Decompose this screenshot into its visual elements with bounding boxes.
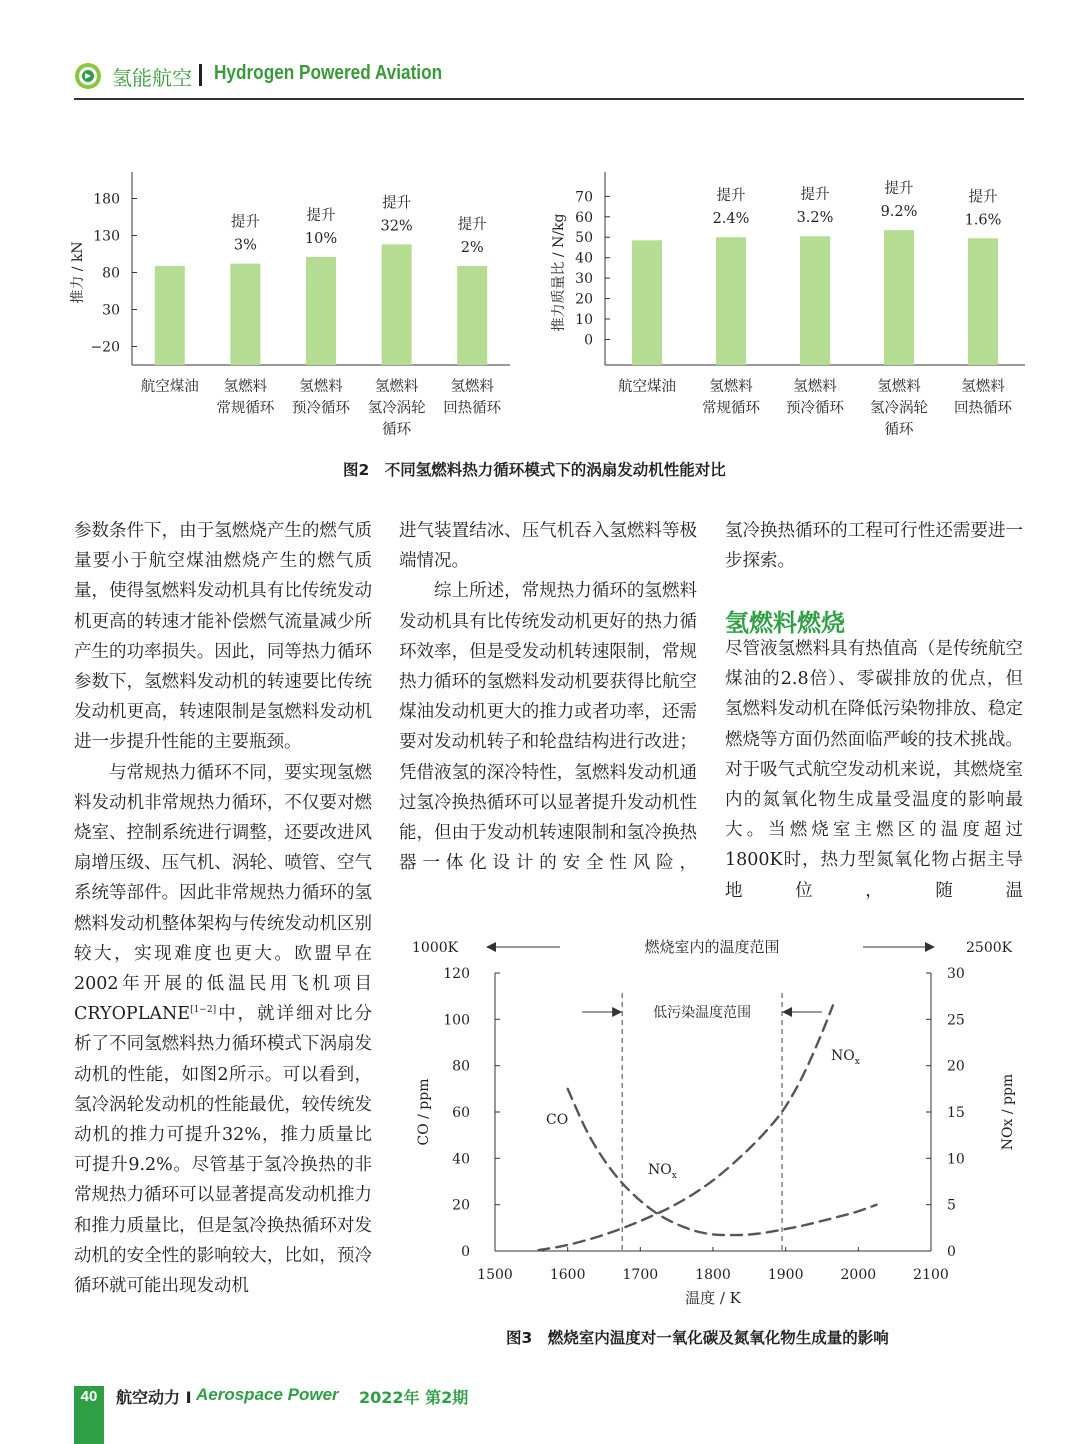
text-column-1 xyxy=(74,516,372,1301)
y-tick-label-left: 80 xyxy=(452,1058,470,1075)
x-tick-label: 氢燃料 xyxy=(709,379,753,395)
bar-annotation: 3% xyxy=(233,237,257,254)
y-tick-label: 0 xyxy=(584,332,593,349)
temperature-emission-line-chart xyxy=(398,928,1026,1312)
journal-name-cn: 航空动力 xyxy=(116,1388,181,1407)
x-tick-label: 氢燃料 xyxy=(223,379,268,395)
range-right-label: 2500K xyxy=(966,940,1013,956)
header-section-cn: 氢能航空 xyxy=(112,66,192,90)
y-tick-label-left: 120 xyxy=(443,966,470,982)
y-tick-label: 20 xyxy=(575,291,593,308)
x-axis-label: 温度 / K xyxy=(685,1289,741,1307)
x-tick-label: 2100 xyxy=(913,1267,949,1283)
x-tick-label: 预冷循环 xyxy=(292,400,350,417)
journal-sep: I xyxy=(185,1388,192,1407)
paragraph: 进气装置结冰、压气机吞入氢燃料等极端情况。 xyxy=(399,521,697,572)
figure2-caption: 图2 不同氢燃料热力循环模式下的涡扇发动机性能对比 xyxy=(343,461,726,479)
y-axis-label-right: NOx / ppm xyxy=(1000,1073,1016,1151)
x-tick-label: 循环 xyxy=(382,422,412,438)
x-tick-label: 航空煤油 xyxy=(140,379,199,395)
arrow-head xyxy=(612,1007,622,1017)
y-tick-label: 30 xyxy=(102,302,120,319)
x-tick-label: 1500 xyxy=(477,1267,513,1283)
x-tick-label: 航空煤油 xyxy=(618,379,676,395)
bar-annotation: 32% xyxy=(380,218,413,235)
text-column-3-cont xyxy=(725,634,1023,906)
text-column-2 xyxy=(399,516,697,878)
x-tick-label: 氢燃料 xyxy=(961,379,1005,395)
y-tick-label-left: 100 xyxy=(443,1012,470,1029)
bar-annotation: 10% xyxy=(304,230,338,247)
y-tick-label: 80 xyxy=(102,265,120,282)
text-column-3 xyxy=(725,516,1023,576)
paragraph-text: 与常规热力循环不同，要实现氢燃料发动机非常规热力循环，不仅要对燃烧室、控制系统进行调整，还要改进风扇增压级、压气机、涡轮、喷管、空气系统等部件。因此非常规热力循环的氢燃料发动机整体架构与传统发动机区别较大，实现难度也更大。欧盟早在2002年开展的低温民用飞机项目CRYOPLANE xyxy=(74,762,372,1025)
x-tick-label: 氢冷涡轮 xyxy=(367,400,426,417)
low-pollution-label: 低污染温度范围 xyxy=(653,1005,752,1021)
x-tick-label: 循环 xyxy=(884,422,914,438)
bar-annotation: 1.6% xyxy=(964,212,1002,229)
x-tick-label: 氢燃料 xyxy=(374,379,419,395)
bar-annotation: 提升 xyxy=(230,214,260,231)
y-axis-label: 推力 / kN xyxy=(70,241,86,304)
x-tick-label: 1700 xyxy=(622,1267,659,1283)
x-tick-label: 1800 xyxy=(695,1267,731,1283)
bar xyxy=(382,244,412,365)
y-tick-label-right: 5 xyxy=(947,1197,956,1214)
y-tick-label: 50 xyxy=(575,230,593,247)
series-label-nox: $NO_x$ xyxy=(648,1162,677,1181)
series-label-nox: $NO_x$ xyxy=(831,1048,860,1067)
paragraph xyxy=(74,758,372,1302)
bar xyxy=(968,238,998,365)
bar-annotation: 提升 xyxy=(968,189,998,206)
y-tick-label-right: 0 xyxy=(947,1244,956,1260)
y-tick-label-right: 20 xyxy=(947,1058,965,1075)
page-number: 40 xyxy=(80,1388,98,1405)
bar-annotation: 2% xyxy=(460,239,484,256)
bar-annotation: 提升 xyxy=(716,188,746,205)
series-label-co: CO xyxy=(546,1112,569,1128)
header-rule xyxy=(74,98,1024,100)
y-tick-label-left: 20 xyxy=(452,1197,470,1214)
thrust-weight-ratio-bar-chart xyxy=(545,150,1025,450)
x-tick-label: 氢冷涡轮 xyxy=(870,400,928,417)
x-tick-label: 预冷循环 xyxy=(786,400,844,417)
y-tick-label-left: 40 xyxy=(452,1151,470,1168)
bar-annotation: 2.4% xyxy=(712,211,750,228)
x-tick-label: 氢燃料 xyxy=(877,379,921,395)
paragraph: 尽管液氢燃料具有热值高（是传统航空煤油的2.8倍）、零碳排放的优点，但氢燃料发动机在降低污染物排放、稳定燃烧等方面仍然面临严峻的技术挑战。对于吸气式航空发动机来说，其燃烧室内的氮氧化物生成量受温度的影响最大。当燃烧室主燃区的温度超过1800K时，热力型氮氧化物占据主导地位，随温 xyxy=(725,639,1023,901)
y-tick-label-left: 60 xyxy=(452,1105,470,1121)
arrow-head xyxy=(782,1007,792,1017)
x-tick-label: 氢燃料 xyxy=(793,379,837,395)
bar-annotation: 提升 xyxy=(884,181,914,198)
chart-title: 燃烧室内的温度范围 xyxy=(644,938,780,956)
x-tick-label: 常规循环 xyxy=(702,400,760,417)
y-tick-label: 30 xyxy=(575,271,593,288)
bar xyxy=(716,237,746,365)
y-tick-label: 70 xyxy=(575,189,593,206)
paragraph-text: 中，就详细对比分析了不同氢燃料热力循环模式下涡扇发动机的性能，如图2所示。可以看到，氢冷涡轮发动机的性能最优，较传统发动机的推力可提升32%，推力质量比可提升9.2%。尽管基于氢冷换热的非常规热力循环可以显著提高发动机推力和推力质量比，但是氢冷换热循环对发动机的安全性的影响较大，比如，预冷循环就可能出现发动机 xyxy=(74,1004,372,1297)
y-tick-label: 180 xyxy=(93,191,120,208)
y-tick-label: 60 xyxy=(575,209,593,226)
y-tick-label: −20 xyxy=(90,339,120,356)
journal-logo-icon xyxy=(74,62,102,90)
y-axis-label: 推力质量比 / N/kg xyxy=(551,213,567,332)
paragraph: 氢冷换热循环的工程可行性还需要进一步探索。 xyxy=(725,521,1023,572)
x-tick-label: 1900 xyxy=(767,1267,804,1283)
footer-issue: 2022年 第2期 xyxy=(359,1388,469,1407)
paragraph: 综上所述，常规热力循环的氢燃料发动机具有比传统发动机更好的热力循环效率，但是受发动机转速限制，常规热力循环的氢燃料发动机要获得比航空煤油发动机更大的推力或者功率，还需要对发动机转子和轮盘结构进行改进；凭借液氢的深冷特性，氢燃料发动机通过氢冷换热循环可以显著提升发动机性能，但由于发动机转速限制和氢冷换热器一体化设计的安全性风险， xyxy=(399,581,697,874)
y-tick-label-right: 25 xyxy=(947,1012,965,1029)
y-tick-label: 40 xyxy=(575,250,593,267)
footer-journal-cn xyxy=(116,1385,192,1408)
arrow-head-right xyxy=(925,942,935,952)
x-tick-label: 回热循环 xyxy=(443,400,502,417)
paragraph: 参数条件下，由于氢燃烧产生的燃气质量要小于航空煤油燃烧产生的燃气质量，使得氢燃料发动机具有比传统发动机更高的转速才能补偿燃气流量减少所产生的功率损失。因此，同等热力循环参数下，氢燃料发动机的转速要比传统发动机更高，转速限制是氢燃料发动机进一步提升性能的主要瓶颈。 xyxy=(74,521,372,753)
x-tick-label: 常规循环 xyxy=(216,400,275,417)
bar xyxy=(632,240,662,365)
header-section-en: Hydrogen Powered Aviation xyxy=(214,62,443,84)
section-heading: 氢燃料燃烧 xyxy=(725,609,845,637)
bar-annotation: 提升 xyxy=(306,207,336,224)
bar xyxy=(306,257,336,365)
bar-annotation: 3.2% xyxy=(796,210,834,227)
figure3-caption: 图3 燃烧室内温度对一氧化碳及氮氧化物生成量的影响 xyxy=(506,1329,889,1347)
bar xyxy=(457,266,487,365)
y-tick-label-right: 30 xyxy=(947,966,965,982)
bar xyxy=(155,266,185,365)
bar xyxy=(800,236,830,365)
header-separator xyxy=(199,64,202,86)
x-tick-label: 氢燃料 xyxy=(450,379,494,395)
range-left-label: 1000K xyxy=(412,940,459,956)
y-tick-label-right: 10 xyxy=(947,1151,965,1168)
series-line-co xyxy=(568,1089,877,1235)
y-axis-label-left: CO / ppm xyxy=(416,1078,432,1146)
arrow-head-left xyxy=(486,942,496,952)
y-tick-label-left: 0 xyxy=(461,1244,470,1260)
y-tick-label: 130 xyxy=(93,228,120,245)
y-tick-label-right: 15 xyxy=(947,1105,965,1121)
x-tick-label: 回热循环 xyxy=(954,400,1012,417)
footer-journal-en: Aerospace Power xyxy=(196,1385,339,1404)
x-tick-label: 2000 xyxy=(840,1267,877,1283)
bar-annotation: 提升 xyxy=(800,187,830,204)
x-tick-label: 氢燃料 xyxy=(299,379,343,395)
series-line-nox xyxy=(539,1005,833,1250)
thrust-bar-chart xyxy=(60,150,510,450)
bar-annotation: 提升 xyxy=(382,195,412,212)
bar-annotation: 提升 xyxy=(457,216,487,233)
bar-annotation: 9.2% xyxy=(880,204,918,221)
citation-ref: [1−2] xyxy=(190,1005,217,1016)
x-tick-label: 1600 xyxy=(549,1267,586,1283)
bar xyxy=(230,264,260,365)
bar xyxy=(884,230,914,365)
y-tick-label: 10 xyxy=(575,312,593,329)
